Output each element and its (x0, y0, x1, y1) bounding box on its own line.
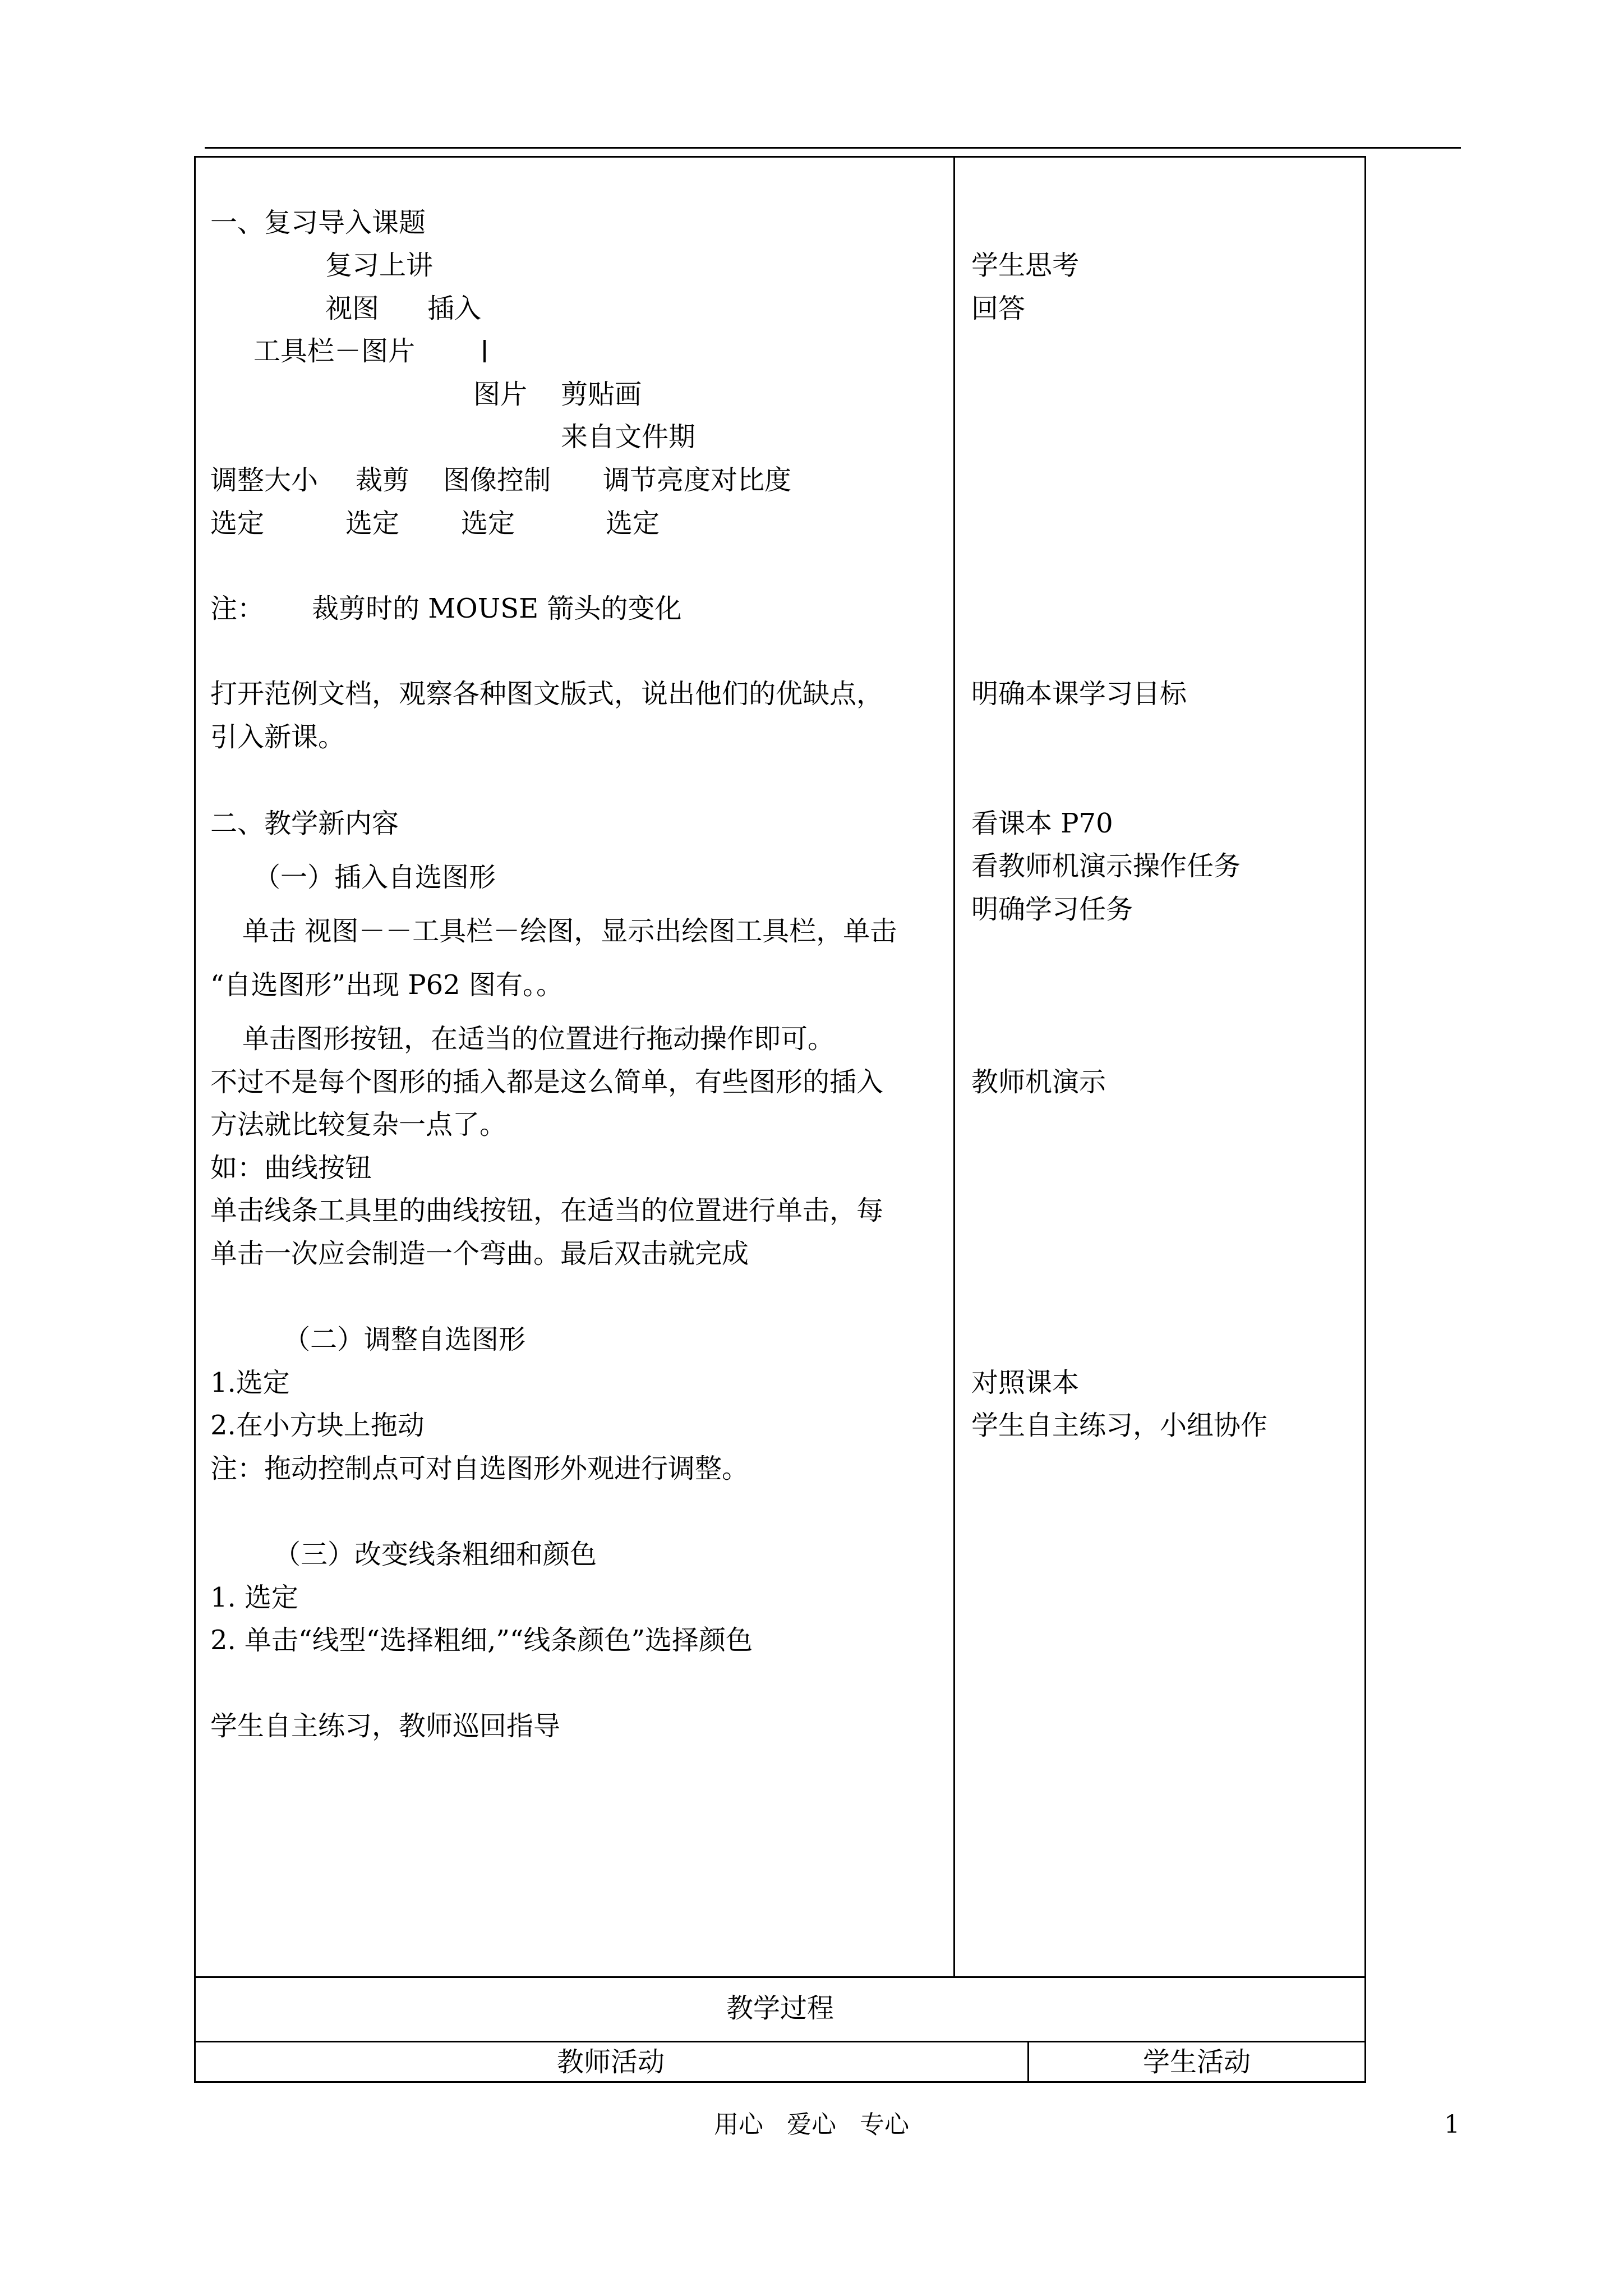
clarify-goal: 明确本课学习目标 (971, 678, 1187, 710)
page-footer-motto: 用心 爱心 专心 (714, 2110, 909, 2139)
adjust-step-2: 2.在小方块上拖动 (210, 1410, 425, 1441)
op-image-control: 图像控制 (443, 464, 551, 496)
op-resize: 调整大小 (210, 464, 319, 496)
page-number: 1 (1444, 2110, 1460, 2139)
example-curve-button: 如：曲线按钮 (210, 1152, 372, 1184)
clarify-task: 明确学习任务 (971, 894, 1133, 925)
column-divider (953, 156, 955, 1976)
curve-step-cont: 单击一次应会制造一个弯曲。最后双击就完成 (210, 1238, 749, 1269)
open-sample-doc: 打开范例文档，观察各种图文版式，说出他们的优缺点， (210, 678, 884, 710)
line-step-2: 2. 单击“线型“选择粗细,”“线条颜色”选择颜色 (210, 1625, 753, 1656)
toolbar-picture: 工具栏－图片 (253, 335, 416, 367)
note-label: 注： (210, 593, 265, 624)
adjust-note: 注：拖动控制点可对自选图形外观进行调整。 (210, 1453, 749, 1484)
line-step-1: 1. 选定 (210, 1582, 299, 1613)
curve-step: 单击线条工具里的曲线按钮，在适当的位置进行单击，每 (210, 1195, 884, 1226)
insert-note: 不过不是每个图形的插入都是这么简单，有些图形的插入 (210, 1066, 884, 1098)
menu-from-file: 来自文件期 (561, 421, 696, 453)
select-4: 选定 (606, 508, 660, 539)
note-crop-mouse: 裁剪时的 MOUSE 箭头的变化 (312, 593, 682, 624)
practice-guidance: 学生自主练习，教师巡回指导 (210, 1710, 561, 1742)
menu-clipart: 剪贴画 (561, 379, 642, 410)
self-practice: 学生自主练习，小组协作 (971, 1410, 1268, 1441)
adjust-step-1: 1.选定 (210, 1367, 290, 1398)
subsection-line-style: （三）改变线条粗细和颜色 (274, 1539, 597, 1570)
teacher-activity-label: 教师活动 (556, 2046, 665, 2078)
menu-insert: 插入 (427, 293, 482, 324)
select-1: 选定 (210, 508, 265, 539)
subsection-adjust-autoshape: （二）调整自选图形 (283, 1324, 526, 1355)
op-crop: 裁剪 (356, 464, 410, 496)
student-activity-label: 学生活动 (1142, 2046, 1251, 2078)
tree-connector (483, 340, 486, 362)
subsection-insert-autoshape: （一）插入自选图形 (253, 862, 496, 893)
section-review-title: 一、复习导入课题 (210, 207, 426, 238)
header-rule (205, 147, 1461, 149)
watch-demo: 看教师机演示操作任务 (971, 850, 1241, 882)
insert-step-2: 单击图形按钮，在适当的位置进行拖动操作即可。 (242, 1023, 835, 1055)
review-last-lesson: 复习上讲 (325, 250, 434, 281)
introduce-new-lesson: 引入新课。 (210, 721, 345, 753)
compare-textbook: 对照课本 (971, 1367, 1080, 1398)
teacher-demo: 教师机演示 (971, 1066, 1106, 1098)
student-answer: 回答 (971, 293, 1026, 324)
read-textbook: 看课本 P70 (971, 808, 1113, 839)
section-new-content: 二、教学新内容 (210, 808, 399, 839)
row-divider-process (194, 1976, 1366, 1978)
insert-step-1: 单击 视图－－工具栏－绘图，显示出绘图工具栏，单击 (242, 915, 897, 947)
teaching-process-label: 教学过程 (726, 1993, 834, 2024)
insert-step-1-cont: “自选图形”出现 P62 图有。。 (210, 969, 563, 1001)
row-divider-activities (194, 2041, 1366, 2042)
student-think: 学生思考 (971, 250, 1080, 281)
select-3: 选定 (461, 508, 515, 539)
menu-view: 视图 (325, 293, 380, 324)
op-brightness: 调节亮度对比度 (603, 464, 792, 496)
menu-picture: 图片 (473, 379, 528, 410)
select-2: 选定 (345, 508, 400, 539)
insert-note-cont: 方法就比较复杂一点了。 (210, 1109, 507, 1140)
